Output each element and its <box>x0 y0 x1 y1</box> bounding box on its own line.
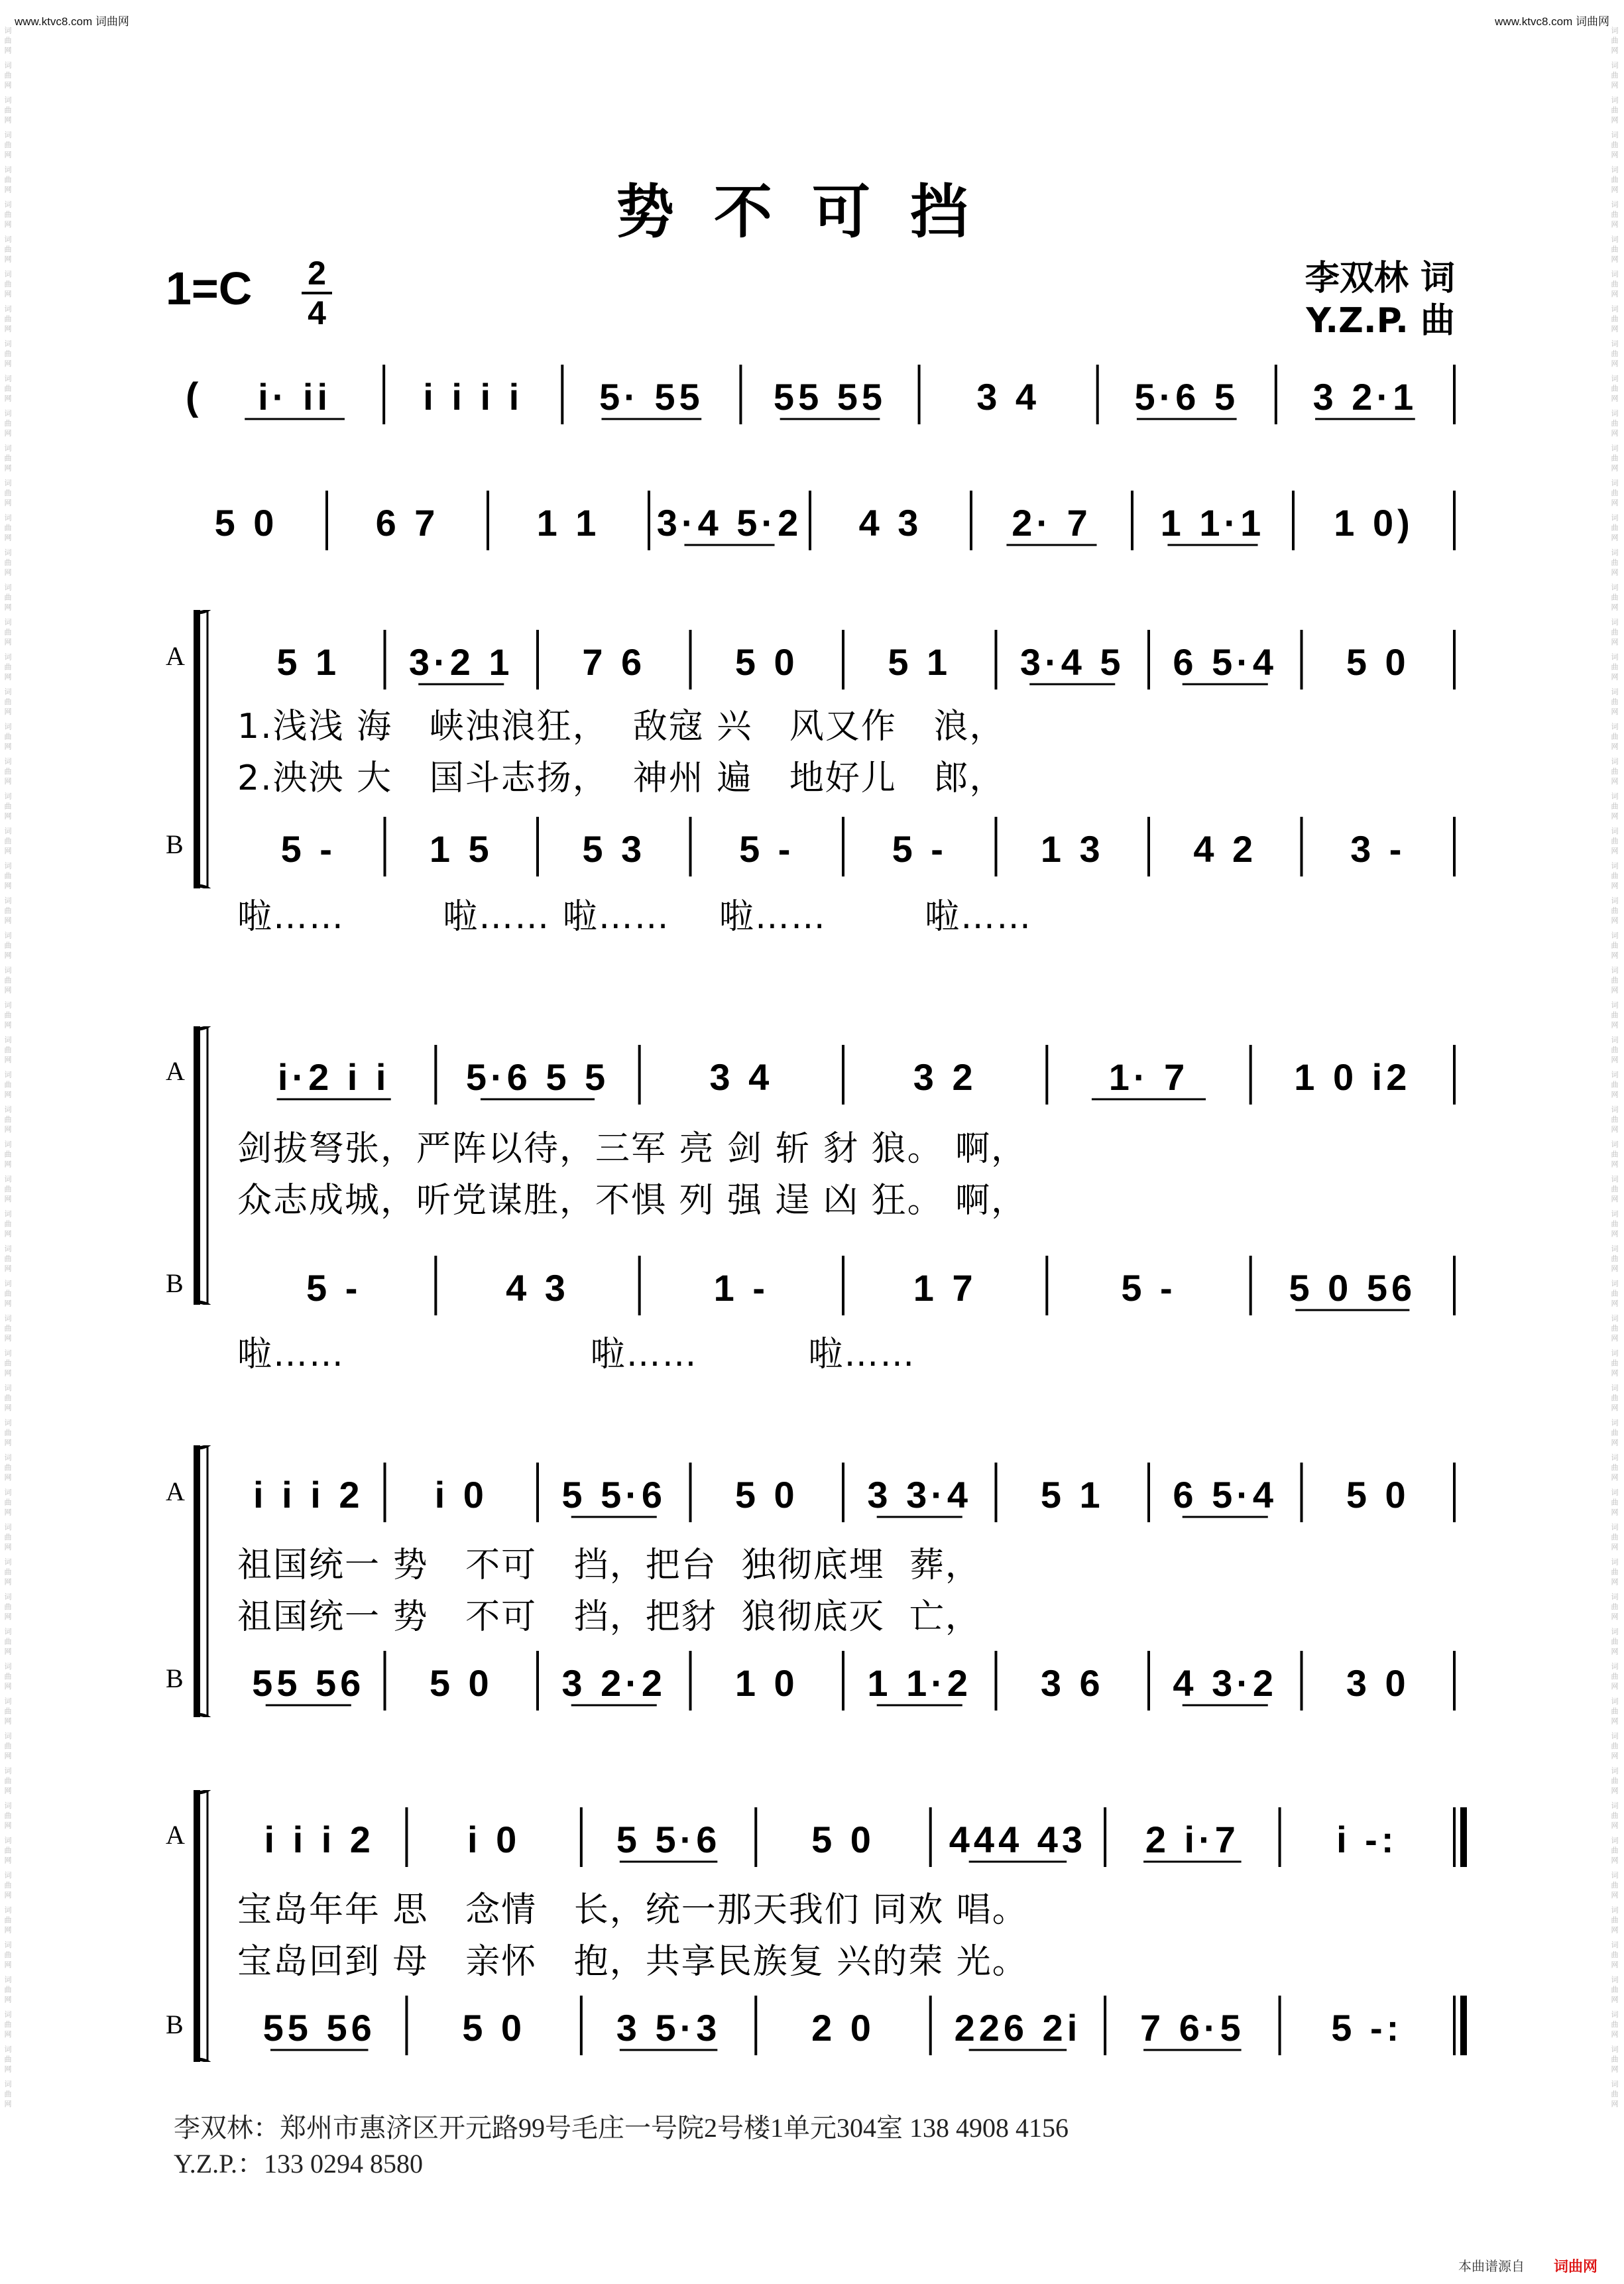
system-4-part-a-staff <box>166 1801 1458 1880</box>
site-watermark-left[interactable]: www.ktvc8.com 词曲网 <box>15 15 129 28</box>
measure-notes: 3 2·2 <box>561 1662 667 1704</box>
time-signature <box>302 257 332 329</box>
measure-notes: 5 1 <box>1040 1474 1104 1516</box>
intro-line-1 <box>166 358 1458 438</box>
system-2-part-b-label: B <box>166 1268 184 1298</box>
intro-line-1-staff <box>166 358 1458 438</box>
measure-notes: 7 6·5 <box>1140 2007 1245 2049</box>
measure-notes: 6 5·4 <box>1173 641 1278 683</box>
measure-notes: 2· 7 <box>1012 502 1092 544</box>
contact-footer <box>174 2110 1069 2182</box>
measure-notes: 55 56 <box>252 1662 365 1704</box>
system-3-part-a <box>166 1456 1458 1535</box>
system-1-part-b <box>166 810 1458 890</box>
system-4-part-a <box>166 1801 1458 1880</box>
measure-notes: 1 1·2 <box>867 1662 972 1704</box>
measure-notes: 5 3 <box>582 828 646 870</box>
measure-notes: 3·4 5·2 <box>656 502 803 544</box>
system-3-part-b-staff <box>166 1644 1458 1724</box>
system-4-verse-1: 宝岛年年 思 念情 长，统一那天我们 同欢 唱。 <box>237 1890 1028 1930</box>
measure-notes: 5 -: <box>1331 2007 1403 2049</box>
measure-notes: 55 55 <box>773 376 887 418</box>
credits <box>1305 257 1455 342</box>
measure-notes: 226 2i <box>954 2007 1082 2049</box>
measure-notes: 1 0) <box>1334 502 1414 544</box>
measure-notes: 5 0 <box>1346 641 1410 683</box>
edge-watermark-right: 词曲网 词曲网 词曲网 词曲网 词曲网 词曲网 词曲网 词曲网 词曲网 词曲网 词曲网 词曲网 词曲网 词曲网 词曲网 词曲网 词曲网 词曲网 词曲网 词曲网 词曲网 词曲网 词曲网 词曲网 词曲网 词曲网 词曲网 词曲网 词曲网 词曲网 词曲网 词曲网 词曲网 词曲网 词曲网 词曲网 词曲网 词曲网 词曲网 词曲网 词曲网 词曲网 词曲网 词曲网 词曲网 词曲网 词曲网 词曲网 词曲网 词曲网 词曲网 词曲网 词曲网 词曲网 词曲网 词曲网 词曲网 词曲网 词曲网 词曲网 <box>1610 27 1619 2110</box>
measure-notes: 5 1 <box>888 641 952 683</box>
measure-notes: 5 0 <box>734 641 799 683</box>
measure-notes: 1 7 <box>913 1267 977 1309</box>
lyricist-credit: 李双林 词 <box>1305 259 1455 298</box>
system-3-part-a-staff <box>166 1456 1458 1535</box>
measure-notes: i i i 2 <box>264 1819 375 1860</box>
system-4-part-b <box>166 1989 1458 2069</box>
measure-notes: 2 0 <box>811 2007 875 2049</box>
measure-notes: 5 0 <box>429 1662 493 1704</box>
measure-notes: 4 3 <box>506 1267 569 1309</box>
measure-notes: 2 i·7 <box>1145 1819 1240 1860</box>
measure-notes: 3 - <box>1350 828 1406 870</box>
system-1-part-a-label: A <box>166 641 185 671</box>
measure-notes: 1 3 <box>1040 828 1104 870</box>
measure-notes: 5 - <box>280 828 336 870</box>
measure-notes: i 0 <box>434 1474 488 1516</box>
measure-notes: 3·4 5 <box>1019 641 1125 683</box>
system-2-part-b-lyric: 啦…… 啦…… 啦…… <box>237 1335 916 1374</box>
measure-notes: i i i i <box>423 376 524 418</box>
measure-notes: i·2 i i <box>277 1056 390 1098</box>
measure-notes: 5 0 <box>734 1474 799 1516</box>
lyricist-contact: 李双林：郑州市惠济区开元路99号毛庄一号院2号楼1单元304室 138 4908 4156 <box>174 2113 1069 2143</box>
measure-notes: 4 3 <box>858 502 923 544</box>
song-title: 势不可挡 <box>615 177 1008 246</box>
key-signature: 1=C <box>166 263 253 314</box>
measure-notes: 5·6 5 <box>1134 376 1240 418</box>
system-1-part-b-label: B <box>166 829 184 859</box>
measure-notes: 5 1 <box>276 641 341 683</box>
system-1-part-a-staff <box>166 623 1458 703</box>
system-3-part-b-label: B <box>166 1663 184 1693</box>
system-1-part-b-staff <box>166 810 1458 890</box>
measure-notes: 3 5·3 <box>616 2007 721 2049</box>
system-2-part-a-label: A <box>166 1056 185 1086</box>
intro-line-2 <box>166 484 1458 564</box>
edge-watermark-left: 词曲网 词曲网 词曲网 词曲网 词曲网 词曲网 词曲网 词曲网 词曲网 词曲网 词曲网 词曲网 词曲网 词曲网 词曲网 词曲网 词曲网 词曲网 词曲网 词曲网 词曲网 词曲网 词曲网 词曲网 词曲网 词曲网 词曲网 词曲网 词曲网 词曲网 词曲网 词曲网 词曲网 词曲网 词曲网 词曲网 词曲网 词曲网 词曲网 词曲网 词曲网 词曲网 词曲网 词曲网 词曲网 词曲网 词曲网 词曲网 词曲网 词曲网 词曲网 词曲网 词曲网 词曲网 词曲网 词曲网 词曲网 词曲网 词曲网 词曲网 <box>3 27 12 2110</box>
measure-notes: 444 43 <box>949 1819 1087 1860</box>
composer-credit: Y.Z.P. 曲 <box>1306 301 1455 341</box>
measure-notes: 1· 7 <box>1108 1056 1189 1098</box>
measure-notes: 55 56 <box>262 2007 376 2049</box>
system-1-verse-1: 1.浅浅 海 峡浊浪狂， 敌寇 兴 风又作 浪， <box>237 707 1006 747</box>
site-watermark-right[interactable]: www.ktvc8.com 词曲网 <box>1495 15 1609 28</box>
system-2-part-a-staff <box>166 1038 1458 1118</box>
measure-notes: 1 - <box>713 1267 770 1309</box>
measure-notes: 7 6 <box>582 641 646 683</box>
measure-notes: 5 0 56 <box>1289 1267 1417 1309</box>
measure-notes: i -: <box>1336 1819 1398 1860</box>
composer-contact: Y.Z.P.：133 0294 8580 <box>174 2149 423 2179</box>
system-4-verse-2: 宝岛回到 母 亲怀 抱，共享民族复 兴的荣 光。 <box>237 1942 1028 1982</box>
system-2-verse-1: 剑拔弩张，严阵以待，三军 亮 剑 斩 豺 狼。 啊， <box>237 1129 1027 1169</box>
system-3-part-a-label: A <box>166 1476 185 1506</box>
measure-notes: 5 5·6 <box>616 1819 721 1860</box>
measure-notes: 6 5·4 <box>1173 1474 1278 1516</box>
measure-notes: 4 3·2 <box>1173 1662 1278 1704</box>
measure-notes: 5 5·6 <box>561 1474 667 1516</box>
measure-notes: 1 1 <box>536 502 601 544</box>
measure-notes: 5 - <box>306 1267 362 1309</box>
measure-notes: 5 0 <box>1346 1474 1410 1516</box>
measure-notes: 1 0 i2 <box>1294 1056 1411 1098</box>
site-logo[interactable]: 词曲网 <box>1553 2259 1597 2275</box>
measure-notes: 3 3·4 <box>867 1474 972 1516</box>
system-2-part-b <box>166 1249 1458 1329</box>
measure-notes: 1 5 <box>429 828 493 870</box>
measure-notes: 3 4 <box>709 1056 774 1098</box>
measure-notes: 5 - <box>1121 1267 1177 1309</box>
measure-notes: 3 0 <box>1346 1662 1410 1704</box>
system-3-verse-2: 祖国统一 势 不可 挡，把豺 狼彻底灭 亡， <box>237 1597 981 1637</box>
measure-notes: 5 0 <box>462 2007 526 2049</box>
intro-line-2-staff <box>166 484 1458 564</box>
time-signature-bottom: 4 <box>308 294 326 331</box>
system-1-part-b-lyric: 啦…… 啦…… 啦…… 啦…… 啦…… <box>237 897 1033 937</box>
measure-notes: 1 1·1 <box>1160 502 1265 544</box>
measure-notes: 4 2 <box>1193 828 1257 870</box>
system-4-part-b-staff <box>166 1989 1458 2069</box>
measure-notes: 5 - <box>892 828 947 870</box>
system-1-verse-2: 2.泱泱 大 国斗志扬， 神州 遍 地好儿 郎， <box>237 758 1006 798</box>
measure-notes: 3 4 <box>976 376 1041 418</box>
measure-notes: 1 0 <box>734 1662 799 1704</box>
source-note: 本曲谱源自 <box>1458 2258 1525 2274</box>
measure-notes: 5 - <box>739 828 795 870</box>
measure-notes: 3 2 <box>913 1056 977 1098</box>
measure-notes: 5 0 <box>214 502 278 544</box>
measure-notes: i i i 2 <box>253 1474 364 1516</box>
measure-notes: 5·6 5 5 <box>465 1056 610 1098</box>
system-3-part-b <box>166 1644 1458 1724</box>
measure-notes: 5· 55 <box>599 376 704 418</box>
intro-open-paren: ( <box>186 375 199 418</box>
measure-notes: 3·2 1 <box>408 641 514 683</box>
system-2-part-b-staff <box>166 1249 1458 1329</box>
measure-notes: 3 2·1 <box>1312 376 1418 418</box>
measure-notes: 6 7 <box>375 502 439 544</box>
measure-notes: i· ii <box>258 376 332 418</box>
system-3-verse-1: 祖国统一 势 不可 挡，把台 独彻底埋 葬， <box>237 1545 981 1585</box>
system-2-verse-2: 众志成城，听党谋胜，不惧 列 强 逞 凶 狂。 啊， <box>237 1181 1027 1221</box>
measure-notes: 3 6 <box>1040 1662 1104 1704</box>
measure-notes: 5 0 <box>811 1819 875 1860</box>
system-1-part-a <box>166 623 1458 703</box>
system-4-part-a-label: A <box>166 1820 185 1850</box>
measure-notes: i 0 <box>467 1819 521 1860</box>
system-4-part-b-label: B <box>166 2010 184 2039</box>
system-2-part-a <box>166 1038 1458 1118</box>
time-signature-top: 2 <box>308 255 326 292</box>
